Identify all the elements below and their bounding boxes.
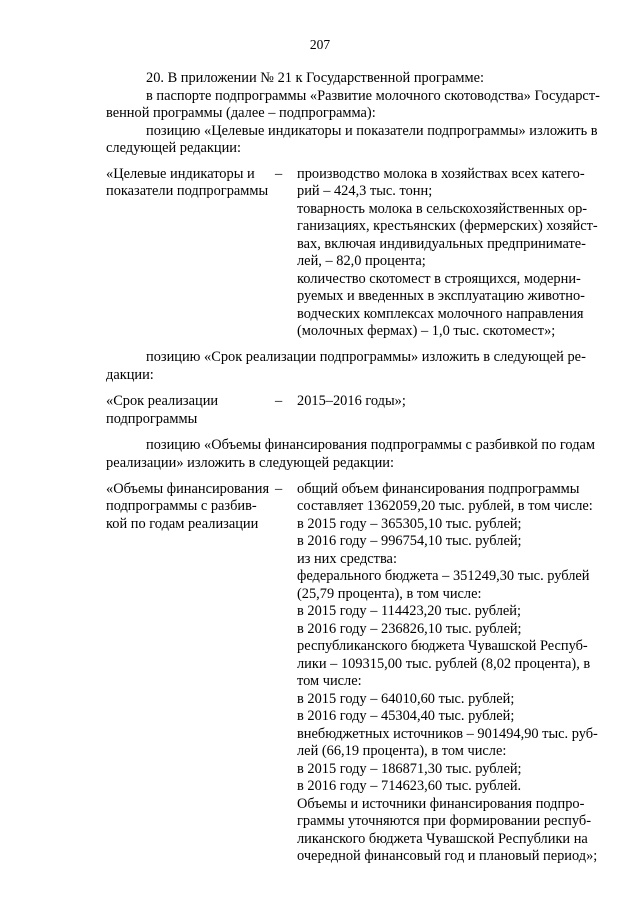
block-value-line: общий объем финансирования подпрограммы [297,481,580,497]
block-value-line: в 2016 году – 714623,60 тыс. рублей. [297,778,522,794]
block-value-line: Объемы и источники финансирования подпро- [297,796,585,812]
block-value-line: лики – 109315,00 тыс. рублей (8,02 процента), в [297,656,591,672]
block-value-line: очередной финансовый год и плановый период»; [297,848,598,864]
block-value-line: ликанского бюджета Чувашской Республики на [297,831,588,847]
page-number: 207 [309,37,331,52]
intro-line: венной программы (далее – подпрограмма): [106,105,376,121]
block-value-line: (25,79 процента), в том числе: [297,586,482,602]
block-value-line: в 2016 году – 996754,10 тыс. рублей; [297,533,522,549]
instruction-line: дакции: [106,367,154,383]
block-value-line: республиканского бюджета Чувашской Респуб- [297,638,588,654]
intro-line: 20. В приложении № 21 к Государственной программе: [146,70,484,86]
block-value-line: внебюджетных источников – 901494,90 тыс. руб- [297,726,598,742]
block-value-line: лей, – 82,0 процента; [297,253,426,269]
block-value-line: в 2016 году – 236826,10 тыс. рублей; [297,621,522,637]
block-value-line: рий – 424,3 тыс. тонн; [297,183,433,199]
block-value-line: федерального бюджета – 351249,30 тыс. рублей [297,568,590,584]
block-label-line: подпрограммы [106,411,198,427]
block-value-line: товарность молока в сельскохозяйственных ор- [297,201,588,217]
instruction-line: позицию «Объемы финансирования подпрограммы с разбивкой по годам [146,437,596,453]
block-value-line: том числе: [297,673,362,689]
block-value-line: (молочных фермах) – 1,0 тыс. скотомест»; [297,323,556,339]
block-value-line: в 2015 году – 114423,20 тыс. рублей; [297,603,522,619]
dash-separator: – [275,166,283,182]
instruction-line: позицию «Срок реализации подпрограммы» изложить в следующей ре- [146,349,586,365]
block-label-line: подпрограммы с разбив- [106,498,257,514]
block-value-line: составляет 1362059,20 тыс. рублей, в том числе: [297,498,593,514]
block-label-line: показатели подпрограммы [106,183,269,199]
block-value-line: вах, включая индивидуальных предпринимате- [297,236,586,252]
block-value-line: руемых и введенных в эксплуатацию животно- [297,288,585,304]
block-value-line: водческих комплексах молочного направления [297,306,584,322]
dash-separator: – [275,481,283,497]
block-label-line: «Объемы финансирования [106,481,270,497]
block-value-line: граммы уточняются при формировании респуб- [297,813,592,829]
intro-line: позицию «Целевые индикаторы и показатели подпрограммы» изложить в [146,123,598,139]
dash-separator: – [275,393,283,409]
block-value-line: в 2015 году – 186871,30 тыс. рублей; [297,761,522,777]
block-value-line: в 2015 году – 64010,60 тыс. рублей; [297,691,515,707]
block-value-line: 2015–2016 годы»; [297,393,406,409]
block-value-line: ганизациях, крестьянских (фермерских) хозяйст- [297,218,598,234]
block-value-line: производство молока в хозяйствах всех катего- [297,166,585,182]
block-label-line: кой по годам реализации [106,516,259,532]
block-value-line: лей (66,19 процента), в том числе: [297,743,507,759]
block-label-line: «Целевые индикаторы и [106,166,255,182]
block-value-line: из них средства: [297,551,397,567]
intro-line: в паспорте подпрограммы «Развитие молочного скотоводства» Государст- [146,88,600,104]
block-value-line: в 2016 году – 45304,40 тыс. рублей; [297,708,515,724]
instruction-line: реализации» изложить в следующей редакции: [106,455,395,471]
block-value-line: количество скотомест в строящихся, модерни- [297,271,581,287]
intro-line: следующей редакции: [106,140,241,156]
block-value-line: в 2015 году – 365305,10 тыс. рублей; [297,516,522,532]
block-label-line: «Срок реализации [106,393,219,409]
